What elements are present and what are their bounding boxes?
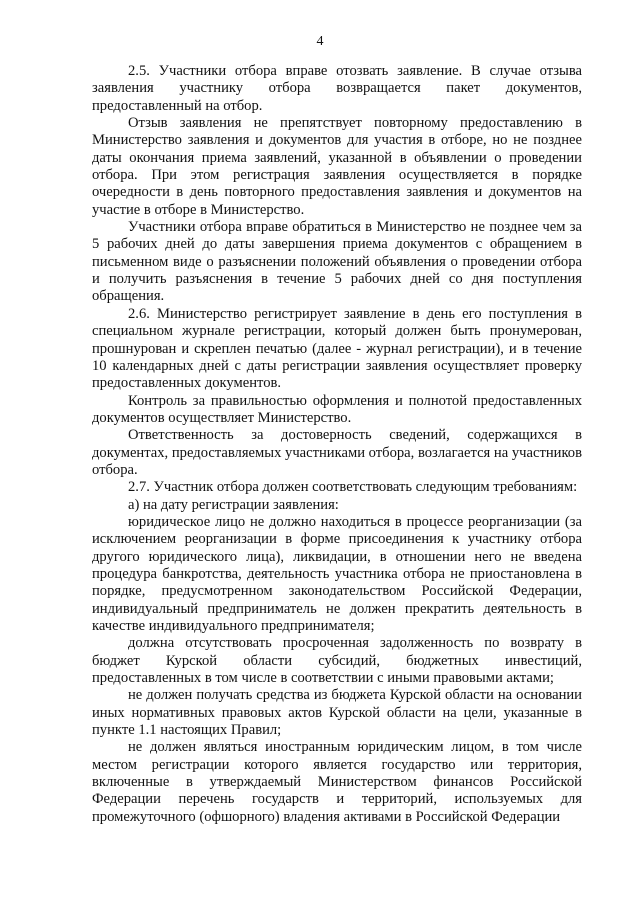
paragraph-debt: должна отсутствовать просроченная задолженность по возврату в бюджет Курской области субсидий, бюджетных инвестиций, предоставленных в том числе в соответствии с иными правовыми актами;: [92, 635, 582, 687]
document-body: [92, 63, 582, 826]
paragraph-clarification-request: Участники отбора вправе обратиться в Министерство не позднее чем за 5 рабочих дней до даты завершения приема документов с обращением в письменном виде о разъяснении положений объявления о проведении отбора и получить разъяснения в течение 5 рабочих дней со дня поступления обращения.: [92, 219, 582, 305]
paragraph-document-control: Контроль за правильностью оформления и полнотой предоставленных документов осуществляет Министерство.: [92, 392, 582, 426]
page-number: 4: [316, 34, 324, 49]
paragraph-reorganization: юридическое лицо не должно находиться в процессе реорганизации (за исключением реорганизации в форме присоединения к участнику отбора другого юридического лица), ликвидации, в отношении него не введена процедура банкротства, деятельность участника отбора не приостановлена в порядке, предусмотренном законодательством Российской Федерации, индивидуальный предприниматель не должен прекратить деятельность в качестве индивидуального предпринимателя;: [92, 513, 582, 634]
paragraph-responsibility: Ответственность за достоверность сведений, содержащихся в документах, предоставляемых участниками отбора, возлагается на участников отбора.: [92, 427, 582, 478]
paragraph-resubmission: Отзыв заявления не препятствует повторному предоставлению в Министерство заявления и документов для участия в отборе, но не позднее даты окончания приема заявлений, указанной в объявлении о проведении отбора. При этом регистрация заявления осуществляется в порядке очередности в день повторного предоставления заявления и документов на участие в отборе в Министерство.: [92, 115, 582, 218]
paragraph-item-a: а) на дату регистрации заявления:: [128, 496, 339, 513]
paragraph-foreign-entity: не должен являться иностранным юридическим лицом, в том числе местом регистрации которого является государство или территория, включенные в утверждаемый Министерством финансов Российской Федерации перечень государств и территорий, используемых для промежуточного (офшорного) владения активами в Российской Федерации: [92, 739, 582, 825]
paragraph-2-7-requirements: 2.7. Участник отбора должен соответствовать следующим требованиям:: [128, 479, 578, 496]
paragraph-budget-funds: не должен получать средства из бюджета Курской области на основании иных нормативных правовых актов Курской области на цели, указанные в пункте 1.1 настоящих Правил;: [92, 687, 582, 739]
paragraph-2-5-withdrawal: 2.5. Участники отбора вправе отозвать заявление. В случае отзыва заявления участнику отбора возвращается пакет документов, предоставленный на отбор.: [92, 63, 582, 114]
paragraph-2-6-registration: 2.6. Министерство регистрирует заявление в день его поступления в специальном журнале регистрации, который должен быть пронумерован, прошнурован и скреплен печатью (далее - журнал регистрации), и в течение 10 календарных дней с даты регистрации заявления осуществляет проверку предоставленных документов.: [92, 305, 582, 392]
